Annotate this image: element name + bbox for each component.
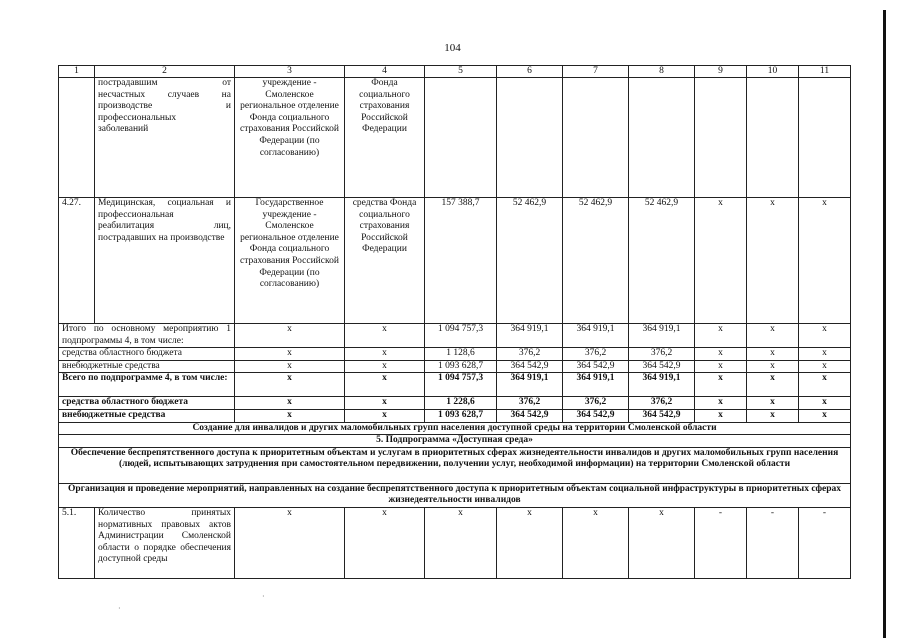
header-row xyxy=(59,66,851,78)
value-cell: 364 542,9 xyxy=(629,409,695,422)
table-row-4-27 xyxy=(59,198,851,324)
section-row xyxy=(59,435,851,448)
scan-speck: · xyxy=(118,604,121,613)
measure-heading: Организация и проведение мероприятий, направленных на создание беспрепятственного доступа к приоритетным объектам социальной инфраструктуры в приоритетных сферах жизнедеятельности инвалидов xyxy=(59,483,851,507)
value-cell: x xyxy=(695,348,747,361)
value-cell: 52 462,9 xyxy=(563,198,629,324)
value-cell: 364 542,9 xyxy=(563,409,629,422)
value-cell: x xyxy=(747,373,799,397)
value-cell: x xyxy=(235,397,345,410)
value-cell: x xyxy=(799,324,851,348)
value-cell: 364 919,1 xyxy=(497,373,563,397)
value-cell: 364 919,1 xyxy=(629,373,695,397)
value-cell: 376,2 xyxy=(629,348,695,361)
value-cell: x xyxy=(799,360,851,373)
value-cell: x xyxy=(695,373,747,397)
source-cell: Фонда социального страхования Российской Федерации xyxy=(345,78,425,198)
totals-row xyxy=(59,360,851,373)
value-cell: x xyxy=(747,348,799,361)
scan-speck: · xyxy=(262,592,265,601)
executor-cell: учреждение - Смоленское региональное отделение Фонда социального страхования Российской Федерации (по согласованию) xyxy=(235,78,345,198)
value-cell: x xyxy=(747,409,799,422)
value-cell: x xyxy=(747,324,799,348)
value-cell: 1 093 628,7 xyxy=(425,409,497,422)
totals-label: средства областного бюджета xyxy=(59,397,235,410)
value-cell: 364 919,1 xyxy=(497,324,563,348)
value-cell: 364 542,9 xyxy=(563,360,629,373)
value-cell: 364 919,1 xyxy=(563,324,629,348)
section-row xyxy=(59,483,851,507)
value-cell: x xyxy=(235,360,345,373)
task-heading: Обеспечение беспрепятственного доступа к приоритетным объектам и услугам в приоритетных сферах жизнедеятельности инвалидов и других маломобильных групп населения (людей, испытывающих затруднения при самостоятельном передвижении, получении услуг, необходимой информации) на территории Смоленской области xyxy=(59,447,851,483)
value-cell: 376,2 xyxy=(497,397,563,410)
value-cell: x xyxy=(799,373,851,397)
value-cell: x xyxy=(345,324,425,348)
value-cell: x xyxy=(799,409,851,422)
totals-row xyxy=(59,409,851,422)
value-cell: x xyxy=(563,507,629,578)
totals-label: средства областного бюджета xyxy=(59,348,235,361)
header-cell: 7 xyxy=(563,66,629,78)
row-num-cell: 5.1. xyxy=(59,507,95,578)
value-cell: x xyxy=(345,409,425,422)
value-cell: 364 542,9 xyxy=(497,409,563,422)
value-cell: 52 462,9 xyxy=(629,198,695,324)
goal-heading: Создание для инвалидов и других маломобильных групп населения доступной среды на территории Смоленской области xyxy=(59,422,851,435)
value-cell: x xyxy=(695,409,747,422)
value-cell: x xyxy=(629,507,695,578)
section-row xyxy=(59,447,851,483)
totals-label: Всего по подпрограмме 4, в том числе: xyxy=(59,373,235,397)
page-number: 104 xyxy=(444,42,461,54)
value-cell: 364 542,9 xyxy=(629,360,695,373)
value-cell: 157 388,7 xyxy=(425,198,497,324)
value-cell: x xyxy=(235,409,345,422)
value-cell: x xyxy=(695,360,747,373)
value-cell: x xyxy=(695,397,747,410)
value-cell: x xyxy=(235,507,345,578)
header-cell: 8 xyxy=(629,66,695,78)
value-cell: x xyxy=(345,373,425,397)
header-cell: 6 xyxy=(497,66,563,78)
source-cell: средства Фонда социального страхования Российской Федерации xyxy=(345,198,425,324)
value-cell: - xyxy=(747,507,799,578)
totals-row xyxy=(59,373,851,397)
value-cell: 52 462,9 xyxy=(497,198,563,324)
header-cell: 3 xyxy=(235,66,345,78)
executor-cell: Государственное учреждение - Смоленское региональное отделение Фонда социального страхования Российской Федерации (по согласованию) xyxy=(235,198,345,324)
row-name-cell: пострадавшим от несчастных случаев на производстве и профессиональных заболеваний xyxy=(95,78,235,198)
totals-label: внебюджетные средства xyxy=(59,360,235,373)
value-cell: x xyxy=(799,397,851,410)
value-cell: 376,2 xyxy=(497,348,563,361)
value-cell: x xyxy=(747,360,799,373)
budget-table xyxy=(58,65,851,579)
table-row-continued xyxy=(59,78,851,198)
value-cell: x xyxy=(747,397,799,410)
value-cell: - xyxy=(799,507,851,578)
section-row xyxy=(59,422,851,435)
value-cell: x xyxy=(235,373,345,397)
value-cell: 1 094 757,3 xyxy=(425,373,497,397)
row-name-cell: Количество принятых нормативных правовых актов Администрации Смоленской области о порядке обеспечения доступной среды xyxy=(95,507,235,578)
header-cell: 1 xyxy=(59,66,95,78)
value-cell: x xyxy=(425,507,497,578)
value-cell: 1 128,6 xyxy=(425,348,497,361)
value-cell: x xyxy=(235,348,345,361)
totals-row xyxy=(59,397,851,410)
value-cell: 1 094 757,3 xyxy=(425,324,497,348)
value-cell: x xyxy=(345,397,425,410)
value-cell: x xyxy=(747,198,799,324)
value-cell: 376,2 xyxy=(563,397,629,410)
value-cell: 376,2 xyxy=(563,348,629,361)
value-cell: 364 919,1 xyxy=(629,324,695,348)
value-cell: x xyxy=(345,507,425,578)
scan-edge-bar xyxy=(883,10,886,638)
header-cell: 2 xyxy=(95,66,235,78)
table-row-5-1 xyxy=(59,507,851,578)
value-cell: x xyxy=(235,324,345,348)
value-cell: x xyxy=(799,348,851,361)
row-name-cell: Медицинская, социальная и профессиональная реабилитация лиц, пострадавших на производстве xyxy=(95,198,235,324)
value-cell: 1 228,6 xyxy=(425,397,497,410)
totals-label: внебюджетные средства xyxy=(59,409,235,422)
value-cell: x xyxy=(695,324,747,348)
value-cell: 364 542,9 xyxy=(497,360,563,373)
value-cell: x xyxy=(695,198,747,324)
value-cell: x xyxy=(345,348,425,361)
value-cell: 1 093 628,7 xyxy=(425,360,497,373)
value-cell: x xyxy=(799,198,851,324)
totals-label: Итого по основному мероприятию 1 подпрограммы 4, в том числе: xyxy=(59,324,235,348)
value-cell: x xyxy=(497,507,563,578)
header-cell: 9 xyxy=(695,66,747,78)
header-cell: 11 xyxy=(799,66,851,78)
header-cell: 4 xyxy=(345,66,425,78)
value-cell: x xyxy=(345,360,425,373)
subprogram-heading: 5. Подпрограмма «Доступная среда» xyxy=(59,435,851,448)
totals-row xyxy=(59,324,851,348)
header-cell: 5 xyxy=(425,66,497,78)
header-cell: 10 xyxy=(747,66,799,78)
row-num-cell xyxy=(59,78,95,198)
value-cell: 364 919,1 xyxy=(563,373,629,397)
totals-row xyxy=(59,348,851,361)
value-cell: - xyxy=(695,507,747,578)
value-cell: 376,2 xyxy=(629,397,695,410)
row-num-cell: 4.27. xyxy=(59,198,95,324)
